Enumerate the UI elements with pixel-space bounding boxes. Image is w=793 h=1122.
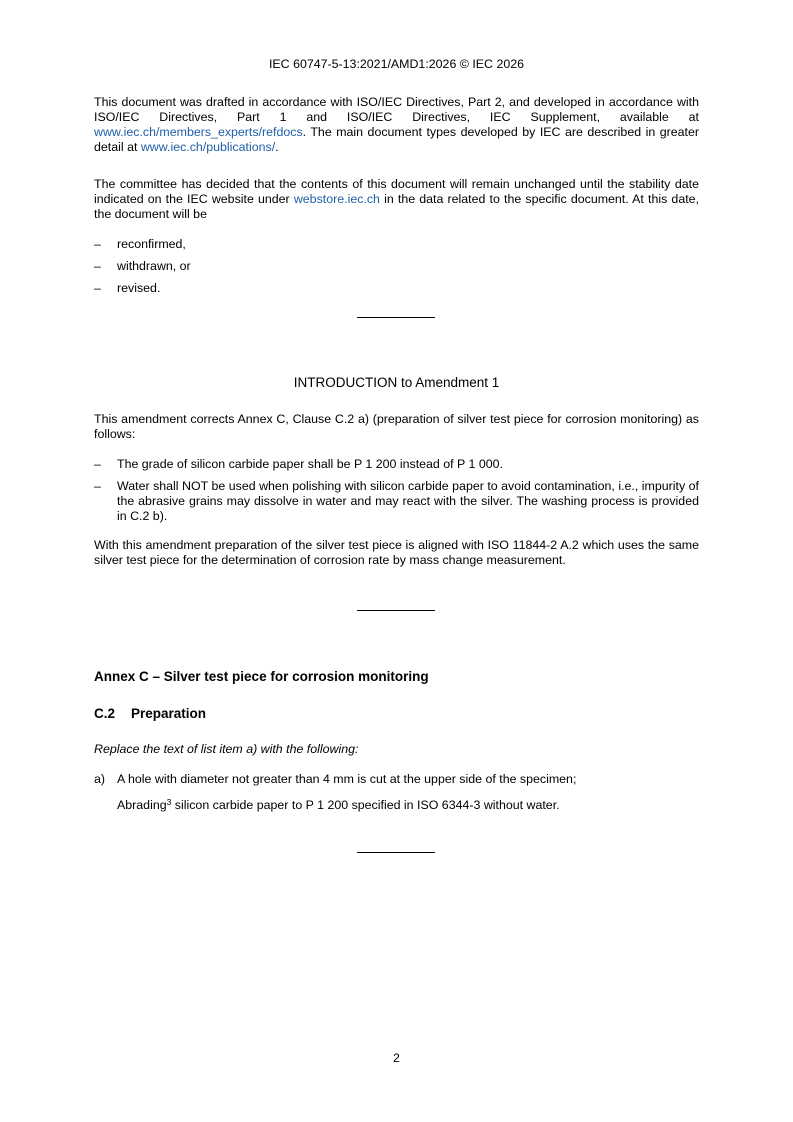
list-dash: – bbox=[94, 237, 101, 251]
webstore-link[interactable]: webstore.iec.ch bbox=[293, 192, 380, 206]
abrading-text bbox=[117, 795, 699, 813]
section-separator bbox=[357, 852, 435, 853]
editing-instruction: Replace the text of list item a) with the following: bbox=[94, 742, 359, 756]
drafting-text-2: . The main document types developed by IEC are described in greater detail at bbox=[94, 125, 699, 154]
list-item-text: The grade of silicon carbide paper shall be P 1 200 instead of P 1 000. bbox=[117, 457, 503, 471]
list-dash: – bbox=[94, 281, 101, 295]
list-item-text: Water shall NOT be used when polishing with silicon carbide paper to avoid contamination, i.e., impurity of the abrasive grains may dissolve in water and may react with the silver. The washing process is provided in C.2 b). bbox=[117, 479, 699, 523]
clause-heading bbox=[94, 706, 206, 721]
list-item-text: A hole with diameter not greater than 4 mm is cut at the upper side of the specimen; bbox=[117, 772, 577, 786]
stability-paragraph bbox=[94, 177, 699, 222]
list-item-text: revised. bbox=[117, 281, 161, 295]
list-dash: – bbox=[94, 479, 101, 493]
introduction-text: This amendment corrects Annex C, Clause C.2 a) (preparation of silver test piece for corrosion monitoring) as follows: bbox=[94, 412, 699, 441]
clause-title: Preparation bbox=[131, 706, 207, 721]
list-label: a) bbox=[94, 772, 106, 786]
drafting-paragraph bbox=[94, 95, 699, 155]
page-header: IEC 60747-5-13:2021/AMD1:2026 © IEC 2026 bbox=[268, 57, 525, 71]
drafting-text-3: . bbox=[275, 140, 279, 154]
section-separator bbox=[357, 610, 435, 611]
introduction-title: INTRODUCTION to Amendment 1 bbox=[293, 375, 500, 390]
list-item-text: withdrawn, or bbox=[117, 259, 191, 273]
list-dash: – bbox=[94, 259, 101, 273]
refdocs-link[interactable]: www.iec.ch/members_experts/refdocs bbox=[94, 125, 303, 139]
footnote-reference[interactable]: 3 bbox=[166, 797, 172, 807]
alignment-paragraph bbox=[94, 538, 699, 568]
clause-number: C.2 bbox=[94, 706, 116, 721]
abrading-rest: silicon carbide paper to P 1 200 specified in ISO 6344-3 without water. bbox=[171, 798, 560, 812]
section-separator bbox=[357, 317, 435, 318]
abrading-word: Abrading bbox=[117, 798, 167, 812]
publications-link[interactable]: www.iec.ch/publications/ bbox=[140, 140, 276, 154]
alignment-text: With this amendment preparation of the silver test piece is aligned with ISO 11844-2 A.2 which uses the same silver test piece for the determination of corrosion rate by mass change measurement. bbox=[94, 538, 699, 567]
stability-text-2: in the data related to the specific document. At this date, the document will be bbox=[94, 192, 699, 221]
annex-title: Annex C – Silver test piece for corrosion monitoring bbox=[94, 669, 429, 684]
page-number: 2 bbox=[393, 1051, 400, 1065]
list-item-text: reconfirmed, bbox=[117, 237, 186, 251]
stability-text-1: The committee has decided that the contents of this document will remain unchanged until the stability date indicated on the IEC website under bbox=[94, 177, 699, 206]
introduction-paragraph bbox=[94, 412, 699, 442]
list-dash: – bbox=[94, 457, 101, 471]
drafting-text-1: This document was drafted in accordance with ISO/IEC Directives, Part 2, and developed in accordance with ISO/IEC Directives, Part 1 and ISO/IEC Directives, IEC Supplement, available at bbox=[94, 95, 699, 124]
